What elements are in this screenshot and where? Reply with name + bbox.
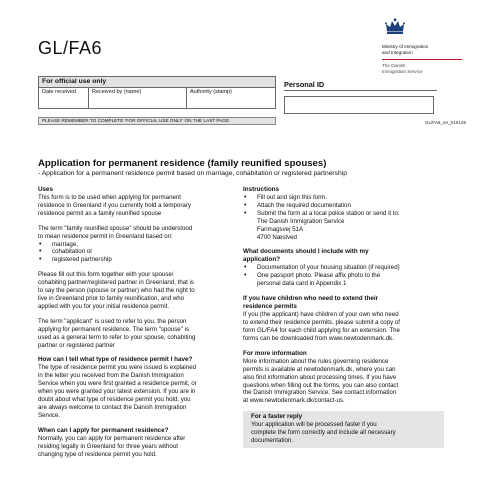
form-version: GL/FA6_en_010126	[424, 120, 466, 125]
list-item: • marriage,	[38, 241, 235, 249]
official-use-box	[38, 76, 276, 109]
service-name-line-1: The Danish	[382, 63, 406, 68]
form-code: GL/FA6	[38, 38, 103, 58]
uses-heading: Uses	[38, 186, 54, 193]
official-use-notice: PLEASE REMEMBER TO COMPLETE 'FOR OFFICIAL USE ONLY' ON THE LAST PAGE	[38, 117, 276, 125]
more-info-heading: For more information	[243, 349, 307, 357]
ministry-name-line-2: and Integration	[382, 50, 413, 55]
children-heading: If you have children who need to extend their residence permits	[243, 295, 379, 311]
uses-paragraph-4: The term "applicant" is used to refer to you, the person applying for permanent residence. The term "spouse" is used as a general term to refer to your spouse, cohabiting partner or registered partner	[38, 317, 196, 349]
personal-id-label: Personal ID	[284, 80, 437, 91]
list-item: • Submit the form at a local police station or send it to: The Danish Immigration Service Farimagsvej 51A 4700 Næstved	[243, 210, 448, 242]
permit-type-paragraph: The type of residence permit you were issued is explained in the letter you received from the Danish Immigration Service when you were first granted a residence permit, or when you were granted your latest extension. If you are in doubt about what type of residence permit you hold, you are always welcome to contact the Danish Immigration Service.	[38, 364, 197, 419]
official-use-title: For official use only	[39, 77, 275, 88]
instructions-list	[243, 194, 448, 241]
personal-id-field[interactable]	[284, 96, 434, 114]
personal-id-section	[284, 80, 437, 114]
page-title: Application for permanent residence (family reunified spouses)	[38, 158, 327, 169]
service-name-line-2: Immigration Service	[382, 69, 423, 74]
date-received-field[interactable]: Date received	[39, 88, 89, 108]
list-item: • Documentation of your housing situation (if required)	[243, 264, 448, 272]
list-item: • One passport photo. Please affix photo to the personal data card in Appendix 1	[243, 272, 448, 288]
uses-paragraph-3: Please fill out this form together with your spouse/ cohabiting partner/registered partner in Greenland, that is to say the person (spouse or partner) who had the right to live in Greenland prior to family reunification, and who applied with you for your initial residence permit.	[38, 271, 195, 310]
ministry-divider	[382, 59, 462, 60]
left-column	[38, 186, 235, 458]
documents-heading: What documents should I include with my application?	[243, 248, 369, 264]
faster-reply-heading: For a faster reply	[251, 413, 303, 421]
faster-reply-paragraph: Your application will be processed faster if you complete the form correctly and include all necessary documentation.	[251, 421, 396, 445]
received-by-field[interactable]: Received by (name)	[89, 88, 187, 108]
ministry-logo	[382, 18, 472, 75]
more-info-paragraph: More information about the rules governing residence permits is available at newtodenmark.dk, where you can also find information about processing times. If you have questions when filling out the forms, you can also contact the Danish Immigration Service. See contact information at www.newtodenmark.dk/contact-us.	[243, 357, 399, 405]
documents-list	[243, 264, 448, 288]
permit-type-heading: How can I tell what type of residence permit I have?	[38, 356, 193, 364]
children-paragraph: If you (the applicant) have children of your own who need to extend their residence permits, please submit a copy of form GL/FA4 for each child applying for an extension. The forms can be downloaded from www.newtodenmark.dk.	[243, 311, 401, 342]
list-item: • Attach the required documentation	[243, 202, 448, 210]
when-apply-heading: When can I apply for permanent residence?	[38, 426, 169, 434]
uses-paragraph-1: This form is to be used when applying for permanent residence in Greenland if you currently hold a temporary residence permit as a family reunified spouse	[38, 194, 191, 217]
faster-reply-box	[243, 411, 444, 448]
authority-stamp-field[interactable]: Authority (stamp)	[190, 89, 232, 95]
ministry-name-line-1: Ministry of Immigration	[382, 44, 429, 49]
list-item: • registered partnership	[38, 256, 235, 264]
right-column	[243, 186, 448, 448]
list-item: • cohabitation or	[38, 248, 235, 256]
list-item: • Fill out and sign this form.	[243, 194, 448, 202]
instructions-heading: Instructions	[243, 186, 280, 193]
when-apply-paragraph: Normally, you can apply for permanent residence after residing legally in Greenland for three years without changing type of residence permit you hold.	[38, 434, 186, 458]
uses-paragraph-2: The term "family reunified spouse" should be understood to mean residence permit in Greenland based on:	[38, 224, 193, 240]
royal-crown-icon	[384, 18, 406, 36]
uses-list	[38, 241, 235, 265]
page-subtitle: - Application for a permanent residence permit based on marriage, cohabitation or registered partnership	[38, 170, 347, 177]
